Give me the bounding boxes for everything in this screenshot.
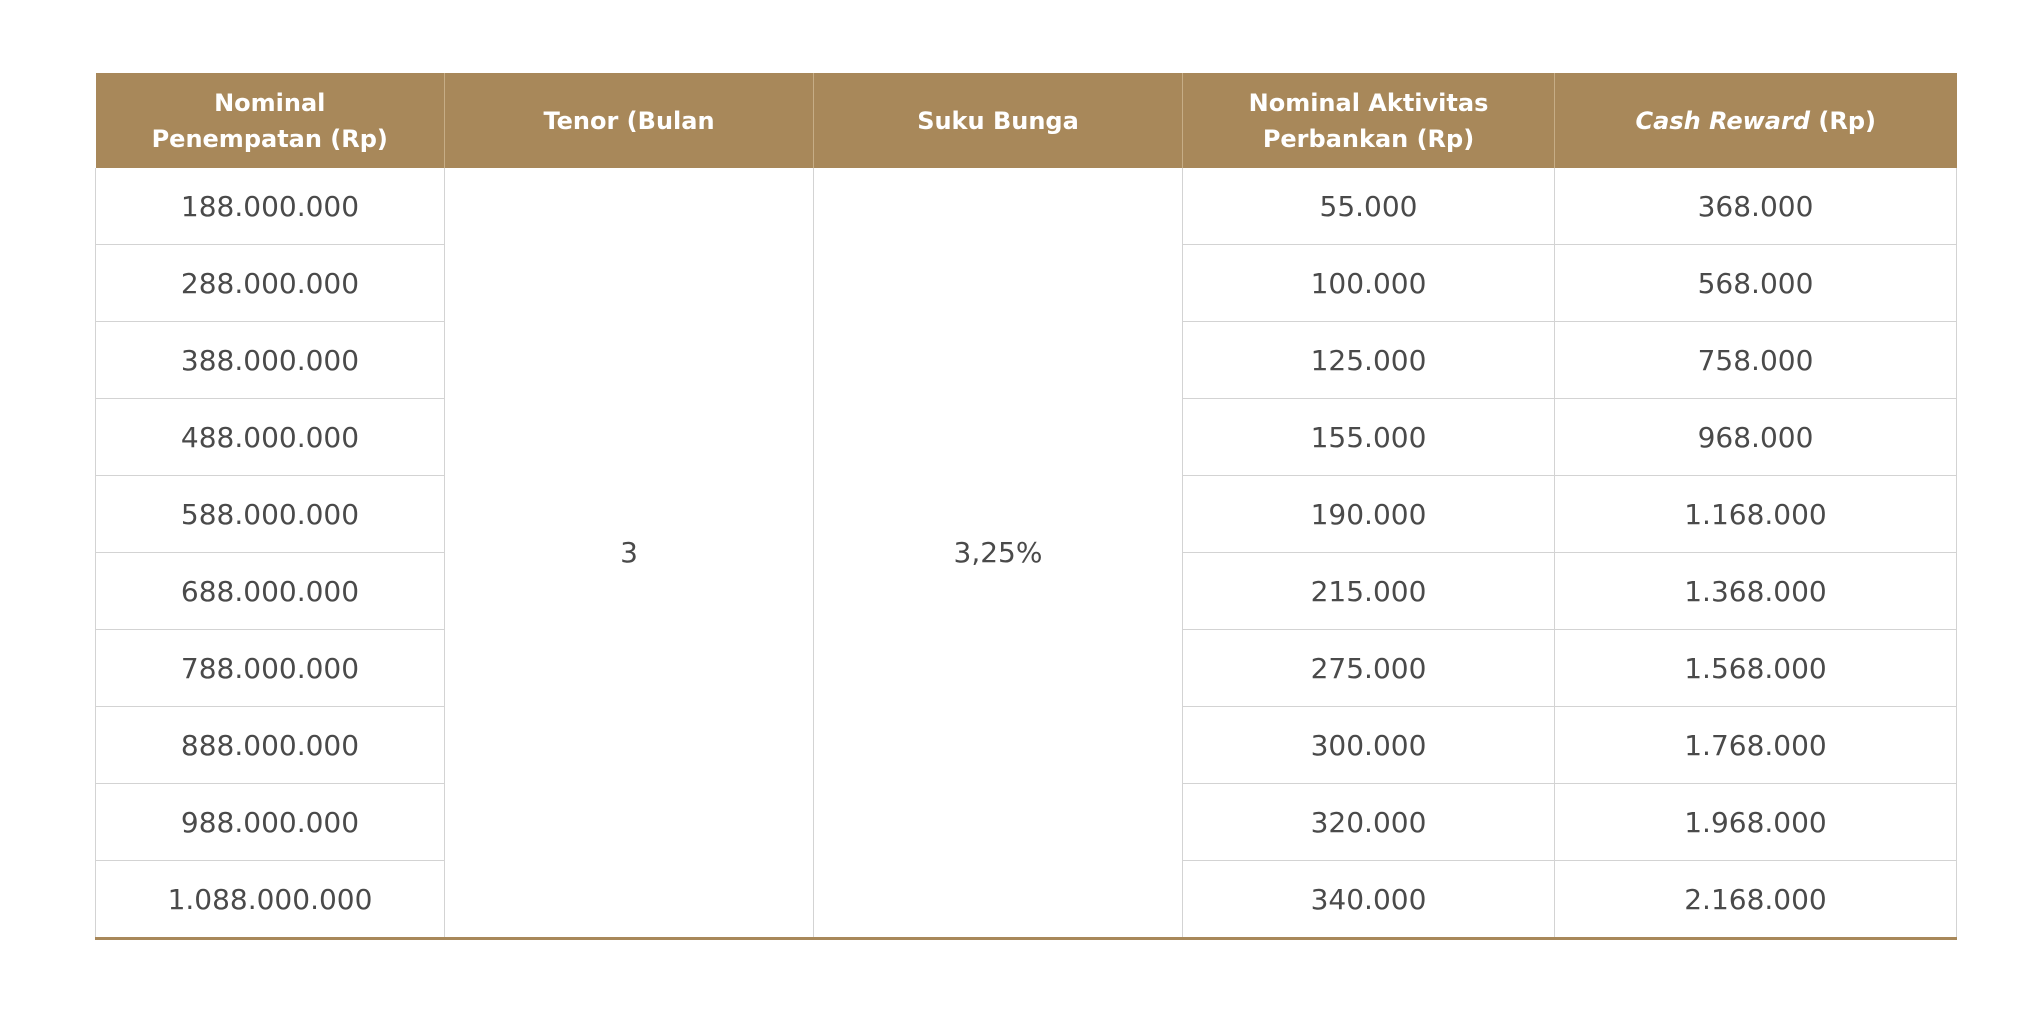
header-nominal-aktivitas [1183, 73, 1555, 168]
cell-cash-reward: 1.968.000 [1555, 784, 1957, 861]
cell-tenor: 3 [445, 168, 814, 939]
header-cash-reward-italic: Cash Reward [1635, 106, 1811, 135]
header-cash-reward-suffix: (Rp) [1810, 106, 1876, 135]
cell-nominal-penempatan: 888.000.000 [96, 707, 445, 784]
cell-nominal-aktivitas: 55.000 [1183, 168, 1555, 245]
cell-nominal-penempatan: 388.000.000 [96, 322, 445, 399]
cell-nominal-aktivitas: 155.000 [1183, 399, 1555, 476]
header-suku-bunga [814, 73, 1183, 168]
header-cash-reward [1555, 73, 1957, 168]
cell-cash-reward: 568.000 [1555, 245, 1957, 322]
cell-nominal-penempatan: 688.000.000 [96, 553, 445, 630]
cell-cash-reward: 2.168.000 [1555, 861, 1957, 939]
cell-nominal-aktivitas: 125.000 [1183, 322, 1555, 399]
cash-reward-table [95, 73, 1957, 940]
cell-nominal-penempatan: 188.000.000 [96, 168, 445, 245]
header-tenor [445, 73, 814, 168]
cell-nominal-aktivitas: 275.000 [1183, 630, 1555, 707]
header-nominal-line1: Nominal [214, 88, 326, 117]
cell-nominal-aktivitas: 320.000 [1183, 784, 1555, 861]
table-body [96, 168, 1957, 939]
cell-cash-reward: 1.768.000 [1555, 707, 1957, 784]
cell-cash-reward: 368.000 [1555, 168, 1957, 245]
cell-suku-bunga: 3,25% [814, 168, 1183, 939]
table-header [96, 73, 1957, 168]
header-tenor-label: Tenor (Bulan [543, 106, 715, 135]
header-aktivitas-line2: Perbankan (Rp) [1262, 124, 1475, 153]
cell-nominal-aktivitas: 340.000 [1183, 861, 1555, 939]
cell-nominal-aktivitas: 215.000 [1183, 553, 1555, 630]
cell-nominal-penempatan: 788.000.000 [96, 630, 445, 707]
cell-nominal-aktivitas: 100.000 [1183, 245, 1555, 322]
header-aktivitas-line1: Nominal Aktivitas [1248, 88, 1489, 117]
cash-reward-table-container [95, 73, 1956, 940]
table-row [96, 168, 1957, 245]
header-row [96, 73, 1957, 168]
cell-nominal-aktivitas: 300.000 [1183, 707, 1555, 784]
header-nominal-line2: Penempatan (Rp) [151, 124, 388, 153]
cell-cash-reward: 1.568.000 [1555, 630, 1957, 707]
header-suku-bunga-label: Suku Bunga [917, 106, 1079, 135]
cell-nominal-aktivitas: 190.000 [1183, 476, 1555, 553]
cell-nominal-penempatan: 1.088.000.000 [96, 861, 445, 939]
cell-cash-reward: 1.368.000 [1555, 553, 1957, 630]
cell-cash-reward: 1.168.000 [1555, 476, 1957, 553]
cell-nominal-penempatan: 988.000.000 [96, 784, 445, 861]
cell-nominal-penempatan: 288.000.000 [96, 245, 445, 322]
cell-nominal-penempatan: 588.000.000 [96, 476, 445, 553]
cell-cash-reward: 758.000 [1555, 322, 1957, 399]
cell-nominal-penempatan: 488.000.000 [96, 399, 445, 476]
cell-cash-reward: 968.000 [1555, 399, 1957, 476]
header-nominal-penempatan [96, 73, 445, 168]
